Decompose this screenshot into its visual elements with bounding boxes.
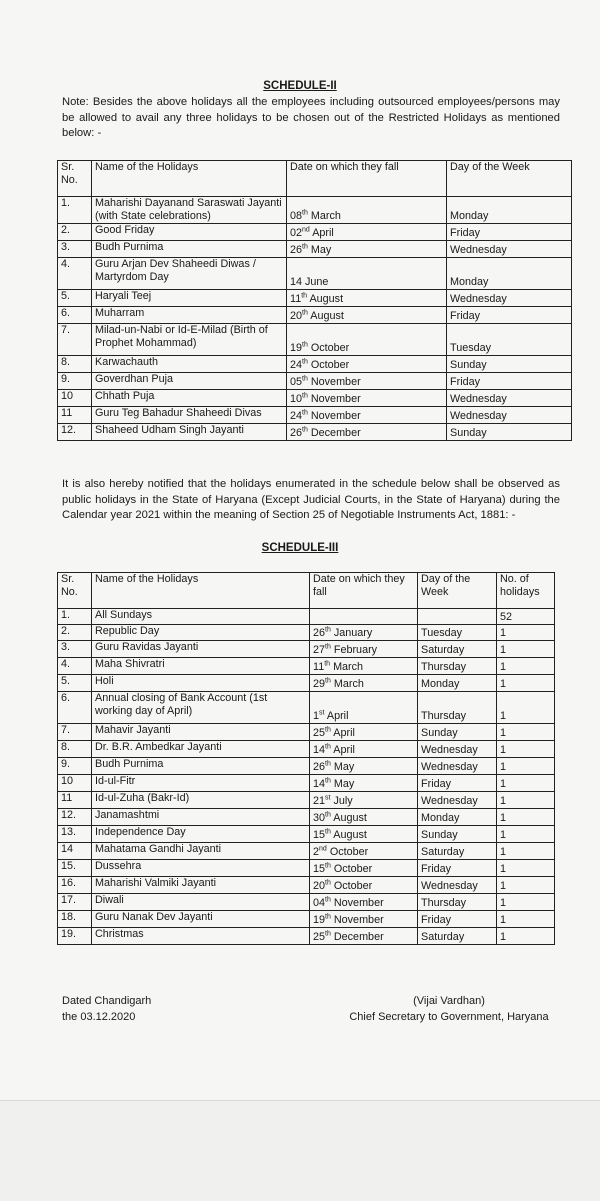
- date-month: November: [310, 393, 361, 405]
- date-month: August: [309, 293, 344, 305]
- table-row: [58, 241, 572, 258]
- date-suffix: st: [325, 794, 331, 802]
- date-suffix: th: [302, 341, 308, 349]
- date-month: November: [333, 897, 384, 909]
- date-suffix: th: [325, 626, 331, 634]
- date-day: 2: [313, 846, 320, 858]
- date-suffix: th: [302, 375, 308, 383]
- table-row: [58, 307, 572, 324]
- holiday-name-cell: Budh Purnima: [92, 241, 287, 258]
- sr-no-cell: 8.: [58, 741, 92, 758]
- header-count: No. of holidays: [497, 573, 555, 609]
- date-month: October: [310, 359, 350, 371]
- date-suffix: th: [325, 760, 331, 768]
- holiday-name-cell: Guru Ravidas Jayanti: [92, 641, 310, 658]
- weekday-cell: Thursday: [418, 658, 497, 675]
- weekday-cell: Friday: [418, 860, 497, 877]
- sr-no-cell: 10: [58, 390, 92, 407]
- date-cell: [310, 894, 418, 911]
- holiday-name-cell: Republic Day: [92, 625, 310, 641]
- holiday-count-cell: 1: [497, 675, 555, 692]
- date-suffix: th: [325, 743, 331, 751]
- date-day: 14: [313, 778, 326, 790]
- date-month: August: [333, 829, 367, 841]
- sr-no-cell: 5.: [58, 290, 92, 307]
- weekday-cell: Sunday: [418, 724, 497, 741]
- table-row: [58, 911, 555, 928]
- date-cell: [287, 373, 447, 390]
- holiday-name-cell: Goverdhan Puja: [92, 373, 287, 390]
- date-day: 20: [290, 310, 303, 322]
- header-date: Date on which they fall: [287, 161, 447, 197]
- sr-no-cell: 1.: [58, 197, 92, 224]
- holiday-name-cell: Guru Arjan Dev Shaheedi Diwas / Martyrdom Day: [92, 258, 287, 290]
- date-day: 25: [313, 727, 326, 739]
- date-suffix: th: [302, 409, 308, 417]
- date-cell: [310, 826, 418, 843]
- holiday-count-cell: 1: [497, 826, 555, 843]
- sr-no-cell: 19.: [58, 928, 92, 945]
- date-month: December: [310, 427, 361, 439]
- bottom-blank-area: [0, 1100, 600, 1201]
- date-day: 14 June: [290, 276, 329, 288]
- schedule-iii-body: [58, 609, 555, 945]
- date-month: April: [312, 227, 334, 239]
- holiday-count-cell: 1: [497, 809, 555, 826]
- date-month: November: [310, 410, 361, 422]
- date-suffix: th: [325, 726, 331, 734]
- weekday-cell: Wednesday: [418, 758, 497, 775]
- date-cell: [287, 390, 447, 407]
- date-suffix: th: [325, 862, 331, 870]
- date-day: 26: [313, 627, 326, 639]
- table-row: [58, 324, 572, 356]
- table-row: [58, 860, 555, 877]
- date-month: April: [333, 727, 355, 739]
- weekday-cell: Tuesday: [418, 625, 497, 641]
- schedule-ii-note: Note: Besides the above holidays all the employees including outsourced employees/persons may be allowed to avail any three holidays to be chosen out of the Restricted Holidays as mentioned below: -: [62, 96, 560, 139]
- date-suffix: th: [325, 896, 331, 904]
- holiday-name-cell: Haryali Teej: [92, 290, 287, 307]
- date-suffix: th: [324, 660, 331, 668]
- weekday-cell: Wednesday: [418, 792, 497, 809]
- sr-no-cell: 9.: [58, 758, 92, 775]
- date-cell: [310, 877, 418, 894]
- date-day: 30: [313, 812, 326, 824]
- date-suffix: th: [325, 828, 331, 836]
- sr-no-cell: 11: [58, 792, 92, 809]
- date-day: 26: [290, 244, 303, 256]
- header-weekday: Day of the Week: [418, 573, 497, 609]
- sr-no-cell: 17.: [58, 894, 92, 911]
- sr-no-cell: 12.: [58, 809, 92, 826]
- date-cell: [287, 241, 447, 258]
- dated-block: [62, 993, 151, 1025]
- table-row: [58, 692, 555, 724]
- date-cell: [310, 741, 418, 758]
- holiday-name-cell: Shaheed Udham Singh Jayanti: [92, 424, 287, 441]
- date-month: October: [310, 342, 350, 354]
- weekday-cell: Wednesday: [447, 407, 572, 424]
- date-month: March: [310, 210, 341, 222]
- date-cell: [287, 424, 447, 441]
- table-row: [58, 809, 555, 826]
- holiday-name-cell: Christmas: [92, 928, 310, 945]
- date-day: 25: [313, 931, 326, 943]
- header-holiday-name: Name of the Holidays: [92, 573, 310, 609]
- date-suffix: th: [302, 243, 308, 251]
- weekday-cell: Friday: [418, 775, 497, 792]
- holiday-name-cell: All Sundays: [92, 609, 310, 625]
- table-row: [58, 675, 555, 692]
- weekday-cell: Wednesday: [418, 741, 497, 758]
- date-suffix: th: [325, 913, 331, 921]
- weekday-cell: Wednesday: [447, 390, 572, 407]
- sr-no-cell: 2.: [58, 224, 92, 241]
- sr-no-cell: 1.: [58, 609, 92, 625]
- holiday-name-cell: Muharram: [92, 307, 287, 324]
- date-day: 04: [313, 897, 326, 909]
- date-day: 02: [290, 227, 303, 239]
- sr-no-cell: 3.: [58, 641, 92, 658]
- date-day: 1: [313, 710, 320, 722]
- weekday-cell: Thursday: [418, 692, 497, 724]
- table-row: [58, 197, 572, 224]
- table-row: [58, 290, 572, 307]
- table-row: [58, 826, 555, 843]
- table-row: [58, 928, 555, 945]
- holiday-name-cell: Annual closing of Bank Account (1st working day of April): [92, 692, 310, 724]
- holiday-count-cell: 1: [497, 641, 555, 658]
- date-day: 29: [313, 678, 326, 690]
- holiday-name-cell: Id-ul-Zuha (Bakr-Id): [92, 792, 310, 809]
- table-row: [58, 609, 555, 625]
- date-cell: [287, 258, 447, 290]
- schedule-ii-header-row: [58, 161, 572, 197]
- date-suffix: th: [325, 777, 331, 785]
- date-day: 11: [313, 661, 325, 673]
- holiday-name-cell: Dussehra: [92, 860, 310, 877]
- table-row: [58, 843, 555, 860]
- table-row: [58, 741, 555, 758]
- date-cell: [287, 224, 447, 241]
- date-cell: [310, 625, 418, 641]
- date-month: May: [310, 244, 332, 256]
- holiday-count-cell: 1: [497, 724, 555, 741]
- holiday-count-cell: 1: [497, 792, 555, 809]
- holiday-name-cell: Janamashtmi: [92, 809, 310, 826]
- schedule-iii-title: SCHEDULE-III: [261, 542, 339, 554]
- weekday-cell: Wednesday: [447, 241, 572, 258]
- weekday-cell: Friday: [447, 373, 572, 390]
- holiday-name-cell: Dr. B.R. Ambedkar Jayanti: [92, 741, 310, 758]
- holiday-name-cell: Id-ul-Fitr: [92, 775, 310, 792]
- table-row: [58, 641, 555, 658]
- date-day: 19: [313, 914, 326, 926]
- sr-no-cell: 3.: [58, 241, 92, 258]
- date-suffix: th: [302, 358, 308, 366]
- table-row: [58, 390, 572, 407]
- date-cell: [287, 290, 447, 307]
- signature-block: [338, 993, 560, 1025]
- date-cell: [287, 324, 447, 356]
- date-suffix: th: [302, 209, 308, 217]
- dated-place: Dated Chandigarh: [62, 995, 152, 1007]
- sr-no-cell: 9.: [58, 373, 92, 390]
- table-row: [58, 424, 572, 441]
- signatory-name: (Vijai Vardhan): [413, 995, 485, 1007]
- header-weekday: Day of the Week: [447, 161, 572, 197]
- schedule-iii-table: [57, 572, 555, 945]
- table-row: [58, 658, 555, 675]
- holiday-count-cell: 1: [497, 894, 555, 911]
- holiday-count-cell: 1: [497, 758, 555, 775]
- holiday-count-cell: 1: [497, 911, 555, 928]
- holiday-name-cell: Mahatama Gandhi Jayanti: [92, 843, 310, 860]
- table-row: [58, 894, 555, 911]
- weekday-cell: Monday: [418, 809, 497, 826]
- holiday-name-cell: Milad-un-Nabi or Id-E-Milad (Birth of Prophet Mohammad): [92, 324, 287, 356]
- date-cell: [310, 860, 418, 877]
- holiday-count-cell: 1: [497, 625, 555, 641]
- date-cell: [310, 658, 418, 675]
- weekday-cell: Friday: [418, 911, 497, 928]
- weekday-cell: Monday: [447, 258, 572, 290]
- dated-date: the 03.12.2020: [62, 1011, 136, 1023]
- header-sr-no: Sr. No.: [58, 573, 92, 609]
- sr-no-cell: 10: [58, 775, 92, 792]
- table-row: [58, 373, 572, 390]
- weekday-cell: Monday: [447, 197, 572, 224]
- sr-no-cell: 2.: [58, 625, 92, 641]
- weekday-cell: Wednesday: [418, 877, 497, 894]
- date-month: July: [333, 795, 353, 807]
- holiday-name-cell: Mahavir Jayanti: [92, 724, 310, 741]
- date-cell: [310, 692, 418, 724]
- signatory-title: Chief Secretary to Government, Haryana: [349, 1011, 549, 1023]
- holiday-count-cell: 1: [497, 692, 555, 724]
- date-day: 10: [290, 393, 303, 405]
- sr-no-cell: 4.: [58, 258, 92, 290]
- weekday-cell: Friday: [447, 307, 572, 324]
- table-row: [58, 758, 555, 775]
- date-day: 19: [290, 342, 303, 354]
- weekday-cell: Saturday: [418, 641, 497, 658]
- date-day: 24: [290, 410, 303, 422]
- date-day: 21: [313, 795, 326, 807]
- weekday-cell: Saturday: [418, 928, 497, 945]
- date-day: 26: [290, 427, 303, 439]
- date-cell: [310, 792, 418, 809]
- sr-no-cell: 8.: [58, 356, 92, 373]
- date-day: 26: [313, 761, 326, 773]
- sr-no-cell: 11: [58, 407, 92, 424]
- date-day: 11: [290, 293, 302, 305]
- date-suffix: th: [325, 930, 331, 938]
- sr-no-cell: 16.: [58, 877, 92, 894]
- holiday-name-cell: Chhath Puja: [92, 390, 287, 407]
- date-month: March: [333, 678, 364, 690]
- table-row: [58, 258, 572, 290]
- weekday-cell: Sunday: [447, 356, 572, 373]
- weekday-cell: Thursday: [418, 894, 497, 911]
- weekday-cell: Sunday: [447, 424, 572, 441]
- date-month: November: [333, 914, 384, 926]
- sr-no-cell: 5.: [58, 675, 92, 692]
- date-day: 14: [313, 744, 326, 756]
- date-suffix: nd: [319, 845, 327, 853]
- holiday-name-cell: Holi: [92, 675, 310, 692]
- date-day: 08: [290, 210, 303, 222]
- header-date: Date on which they fall: [310, 573, 418, 609]
- date-cell: [310, 928, 418, 945]
- date-month: April: [326, 710, 349, 722]
- sr-no-cell: 12.: [58, 424, 92, 441]
- date-month: February: [333, 644, 378, 656]
- date-cell: [287, 307, 447, 324]
- sr-no-cell: 13.: [58, 826, 92, 843]
- date-suffix: th: [325, 879, 331, 887]
- sr-no-cell: 4.: [58, 658, 92, 675]
- date-month: April: [333, 744, 355, 756]
- date-month: October: [329, 846, 369, 858]
- date-cell: [310, 641, 418, 658]
- date-suffix: st: [319, 709, 325, 717]
- holiday-count-cell: 1: [497, 877, 555, 894]
- sr-no-cell: 18.: [58, 911, 92, 928]
- date-month: November: [310, 376, 361, 388]
- date-suffix: nd: [302, 226, 310, 234]
- table-row: [58, 625, 555, 641]
- holiday-name-cell: Maharishi Valmiki Jayanti: [92, 877, 310, 894]
- holiday-name-cell: Maharishi Dayanand Saraswati Jayanti (with State celebrations): [92, 197, 287, 224]
- date-month: March: [333, 661, 364, 673]
- date-suffix: th: [325, 811, 331, 819]
- date-suffix: th: [325, 643, 331, 651]
- header-sr-no: Sr. No.: [58, 161, 92, 197]
- holiday-count-cell: 1: [497, 843, 555, 860]
- weekday-cell: [418, 609, 497, 625]
- holiday-name-cell: Guru Teg Bahadur Shaheedi Divas: [92, 407, 287, 424]
- table-row: [58, 877, 555, 894]
- date-cell: [310, 809, 418, 826]
- weekday-cell: Wednesday: [447, 290, 572, 307]
- date-cell: [310, 758, 418, 775]
- date-cell: [310, 675, 418, 692]
- date-cell: [310, 911, 418, 928]
- date-month: August: [310, 310, 344, 322]
- date-suffix: th: [302, 309, 308, 317]
- date-day: 15: [313, 863, 326, 875]
- date-month: October: [333, 880, 373, 892]
- weekday-cell: Saturday: [418, 843, 497, 860]
- sr-no-cell: 6.: [58, 692, 92, 724]
- date-month: December: [333, 931, 384, 943]
- holiday-name-cell: Karwachauth: [92, 356, 287, 373]
- holiday-count-cell: 52: [497, 609, 555, 625]
- date-day: 24: [290, 359, 303, 371]
- sr-no-cell: 7.: [58, 324, 92, 356]
- date-suffix: th: [302, 392, 308, 400]
- schedule-ii-body: [58, 197, 572, 441]
- date-month: May: [333, 761, 355, 773]
- holiday-name-cell: Guru Nanak Dev Jayanti: [92, 911, 310, 928]
- holiday-count-cell: 1: [497, 928, 555, 945]
- header-holiday-name: Name of the Holidays: [92, 161, 287, 197]
- date-month: May: [333, 778, 355, 790]
- date-suffix: th: [325, 677, 331, 685]
- date-day: 05: [290, 376, 303, 388]
- date-month: October: [333, 863, 373, 875]
- schedule-iii-header-row: [58, 573, 555, 609]
- holiday-name-cell: Diwali: [92, 894, 310, 911]
- holiday-count-cell: 1: [497, 775, 555, 792]
- weekday-cell: Sunday: [418, 826, 497, 843]
- date-day: 27: [313, 644, 326, 656]
- table-row: [58, 724, 555, 741]
- date-day: 20: [313, 880, 326, 892]
- date-cell: [287, 407, 447, 424]
- weekday-cell: Friday: [447, 224, 572, 241]
- date-suffix: th: [301, 292, 308, 300]
- holiday-count-cell: 1: [497, 658, 555, 675]
- date-cell: [310, 609, 418, 625]
- table-row: [58, 356, 572, 373]
- holiday-count-cell: 1: [497, 860, 555, 877]
- date-suffix: th: [302, 426, 308, 434]
- date-cell: [287, 356, 447, 373]
- date-cell: [310, 775, 418, 792]
- holiday-name-cell: Budh Purnima: [92, 758, 310, 775]
- holiday-count-cell: 1: [497, 741, 555, 758]
- date-month: August: [333, 812, 367, 824]
- table-row: [58, 224, 572, 241]
- weekday-cell: Tuesday: [447, 324, 572, 356]
- schedule-ii-title: SCHEDULE-II: [263, 80, 337, 92]
- holiday-name-cell: Good Friday: [92, 224, 287, 241]
- table-row: [58, 792, 555, 809]
- sr-no-cell: 7.: [58, 724, 92, 741]
- weekday-cell: Monday: [418, 675, 497, 692]
- date-cell: [310, 724, 418, 741]
- date-day: 15: [313, 829, 326, 841]
- date-cell: [310, 843, 418, 860]
- table-row: [58, 407, 572, 424]
- holiday-name-cell: Independence Day: [92, 826, 310, 843]
- table-row: [58, 775, 555, 792]
- notification-paragraph: It is also hereby notified that the holidays enumerated in the schedule below shall be observed as public holidays in the State of Haryana (Except Judicial Courts, in the State of Haryana) during the Calendar year 2021 within the meaning of Section 25 of Negotiable Instruments Act, 1881: -: [62, 478, 560, 521]
- sr-no-cell: 6.: [58, 307, 92, 324]
- schedule-ii-table: [57, 160, 572, 441]
- date-cell: [287, 197, 447, 224]
- sr-no-cell: 14: [58, 843, 92, 860]
- date-month: January: [333, 627, 373, 639]
- holiday-name-cell: Maha Shivratri: [92, 658, 310, 675]
- sr-no-cell: 15.: [58, 860, 92, 877]
